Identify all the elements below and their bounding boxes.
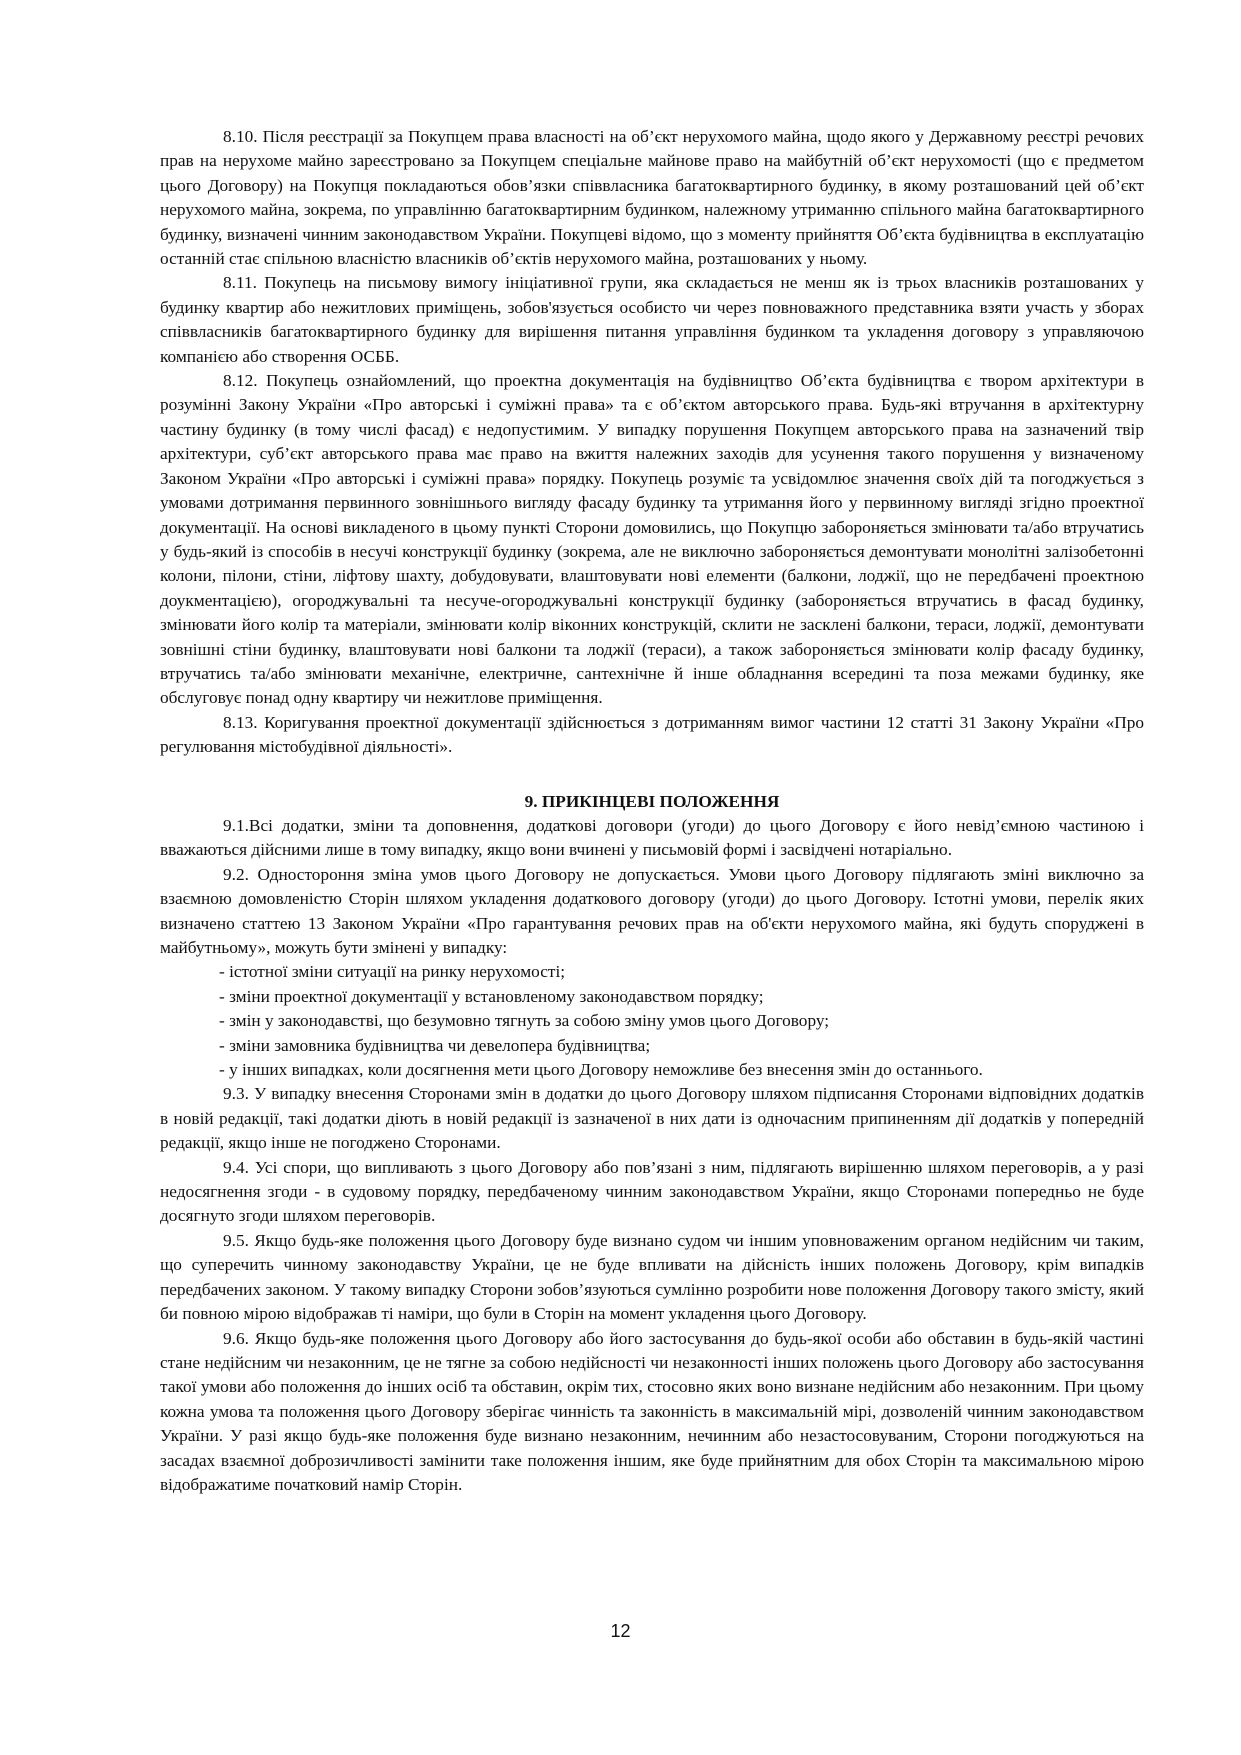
- list-item: - істотної зміни ситуації на ринку нерухомості;: [219, 962, 566, 982]
- paragraph-8-10: 8.10. Після реєстрації за Покупцем права власності на об’єкт нерухомого майна, щодо якого у Державному реєстрі речових прав на нерухоме майно зареєстровано за Покупцем спеціальне майнове право на майбутній об’єкт нерухомості (що є предметом цього Договору) на Покупця покладаються обов’язки співвласника багатоквартирного будинку, в якому розташований цей об’єкт нерухомого майна, зокрема, по управлінню багатоквартирним будинком, належному утриманню спільного майна багатоквартирного будинку, визначені чинним законодавством України. Покупцеві відомо, що з моменту прийняття Об’єкта будівництва в експлуатацію останній стає спільною власністю власників об’єктів нерухомого майна, розташованих у ньому.: [160, 127, 1144, 269]
- paragraph-8-12: 8.12. Покупець ознайомлений, що проектна документація на будівництво Об’єкта будівництва є твором архітектури в розумінні Закону України «Про авторські і суміжні права» та є об’єктом авторського права. Будь-які втручання в архітектурну частину будинку (в тому числі фасад) є недопустимим. У випадку порушення Покупцем авторського права на зазначений твір архітектури, суб’єкт авторського права має право на вжиття належних заходів для усунення такого порушення у визначеному Законом України «Про авторські і суміжні права» порядку. Покупець розуміє та усвідомлює значення своїх дій та погоджується з умовами дотримання первинного зовнішнього вигляду фасаду будинку та утримання його у первинному вигляді згідно проектної документації. На основі викладеного в цьому пункті Сторони домовились, що Покупцю забороняється змінювати та/або втручатись у будь-який із способів в несучі конструкції будинку (зокрема, але не виключно забороняється демонтувати монолітні залізобетонні колони, пілони, стіни, ліфтову шахту, добудовувати, влаштовувати нові елементи (балкони, лоджії, що не передбачені проектною доукментацією), огороджувальні та несуче-огороджувальні конструкції будинку (забороняється втручатись в фасад будинку, змінювати його колір та матеріали, змінювати колір віконних конструкцій, склити не засклені балкони, тераси, лоджії, демонтувати зовнішні стіни будинку, влаштовувати нові балкони та лоджії (тераси), а також забороняється змінювати колір фасаду будинку, втручатись та/або змінювати механічне, електричне, сантехнічне й інше обладнання всередині та поза межами будинку, яке обслуговує понад одну квартиру чи нежитлове приміщення.: [160, 371, 1144, 708]
- paragraph-9-6: 9.6. Якщо будь-яке положення цього Договору або його застосування до будь-якої особи або обставин в будь-якій частині стане недійсним чи незаконним, це не тягне за собою недійсності чи незаконності інших положень цього Договору або застосування такої умови або положення до інших осіб та обставин, окрім тих, стосовно яких воно визнане недійсним або незаконним. При цьому кожна умова та положення цього Договору зберігає чинність та законність в максимальній мірі, дозволеній чинним законодавством України. У разі якщо будь-яке положення буде визнано незаконним, нечинним або незастосовуваним, Сторони погоджуються на засадах взаємної доброзичливості замінити таке положення іншим, яке буде прийнятним для обох Сторін та максимальною мірою відображатиме початковий намір Сторін.: [160, 1328, 1144, 1494]
- paragraph-9-3: 9.3. У випадку внесення Сторонами змін в додатки до цього Договору шляхом підписання Сторонами відповідних додатків в новій редакції, такі додатки діють в новій редакції із зазначеної в них дати із одночасним припиненням дії додатків у попередній редакції, якщо інше не погоджено Сторонами.: [160, 1084, 1144, 1153]
- paragraph-9-1: 9.1.Всі додатки, зміни та доповнення, додаткові договори (угоди) до цього Договору є його невід’ємною частиною і вважаються дійсними лише в тому випадку, якщо вони вчинені у письмовій формі і засвідчені нотаріально.: [160, 815, 1144, 860]
- paragraph-8-13: 8.13. Коригування проектної документації здійснюється з дотриманням вимог частини 12 статті 31 Закону України «Про регулювання містобудівної діяльності».: [160, 712, 1144, 757]
- paragraph-9-4: 9.4. Усі спори, що випливають з цього Договору або пов’язані з ним, підлягають вирішенню шляхом переговорів, а у разі недосягнення згоди - в судовому порядку, передбаченому чинним законодавством України, якщо Сторонами попередньо не буде досягнуто згоди шляхом переговорів.: [160, 1157, 1144, 1226]
- paragraph-9-5: 9.5. Якщо будь-яке положення цього Договору буде визнано судом чи іншим уповноваженим органом недійсним чи таким, що суперечить чинному законодавству України, це не буде впливати на дійсність інших положень Договору, крім випадків передбачених законом. У такому випадку Сторони зобов’язуються сумлінно розробити нове положення Договору такого змісту, який би повною мірою відображав ті наміри, що були в Сторін на момент укладення цього Договору.: [160, 1230, 1144, 1324]
- list-item: - у інших випадках, коли досягнення мети цього Договору неможливе без внесення змін до останнього.: [219, 1060, 983, 1080]
- list-item: - зміни проектної документації у встановленому законодавством порядку;: [219, 986, 764, 1006]
- page-number: 12: [610, 1621, 631, 1641]
- changes-list: [160, 960, 1144, 1082]
- paragraph-8-11: 8.11. Покупець на письмову вимогу ініціативної групи, яка складається не менш як із трьох власників розташованих у будинку квартир або нежитлових приміщень, зобов'язується особисто чи через повноважного представника взяти участь у зборах співвласників багатоквартирного будинку для вирішення питання управління будинком та укладення договору з управляючою компанією або створення ОСББ.: [160, 273, 1144, 366]
- list-item: - змін у законодавстві, що безумовно тягнуть за собою зміну умов цього Договору;: [219, 1011, 830, 1031]
- document-page: [160, 125, 1144, 1497]
- section-9-heading: 9. ПРИКІНЦЕВІ ПОЛОЖЕННЯ: [524, 791, 780, 811]
- paragraph-9-2: 9.2. Одностороння зміна умов цього Договору не допускається. Умови цього Договору підлягають зміні виключно за взаємною домовленістю Сторін шляхом укладення додаткового договору (угоди) до цього Договору. Істотні умови, перелік яких визначено статтею 13 Законом України «Про гарантування речових прав на об'єкти нерухомого майна, які будуть споруджені в майбутньому», можуть бути змінені у випадку:: [160, 864, 1144, 957]
- list-item: - зміни замовника будівництва чи девелопера будівництва;: [219, 1035, 651, 1055]
